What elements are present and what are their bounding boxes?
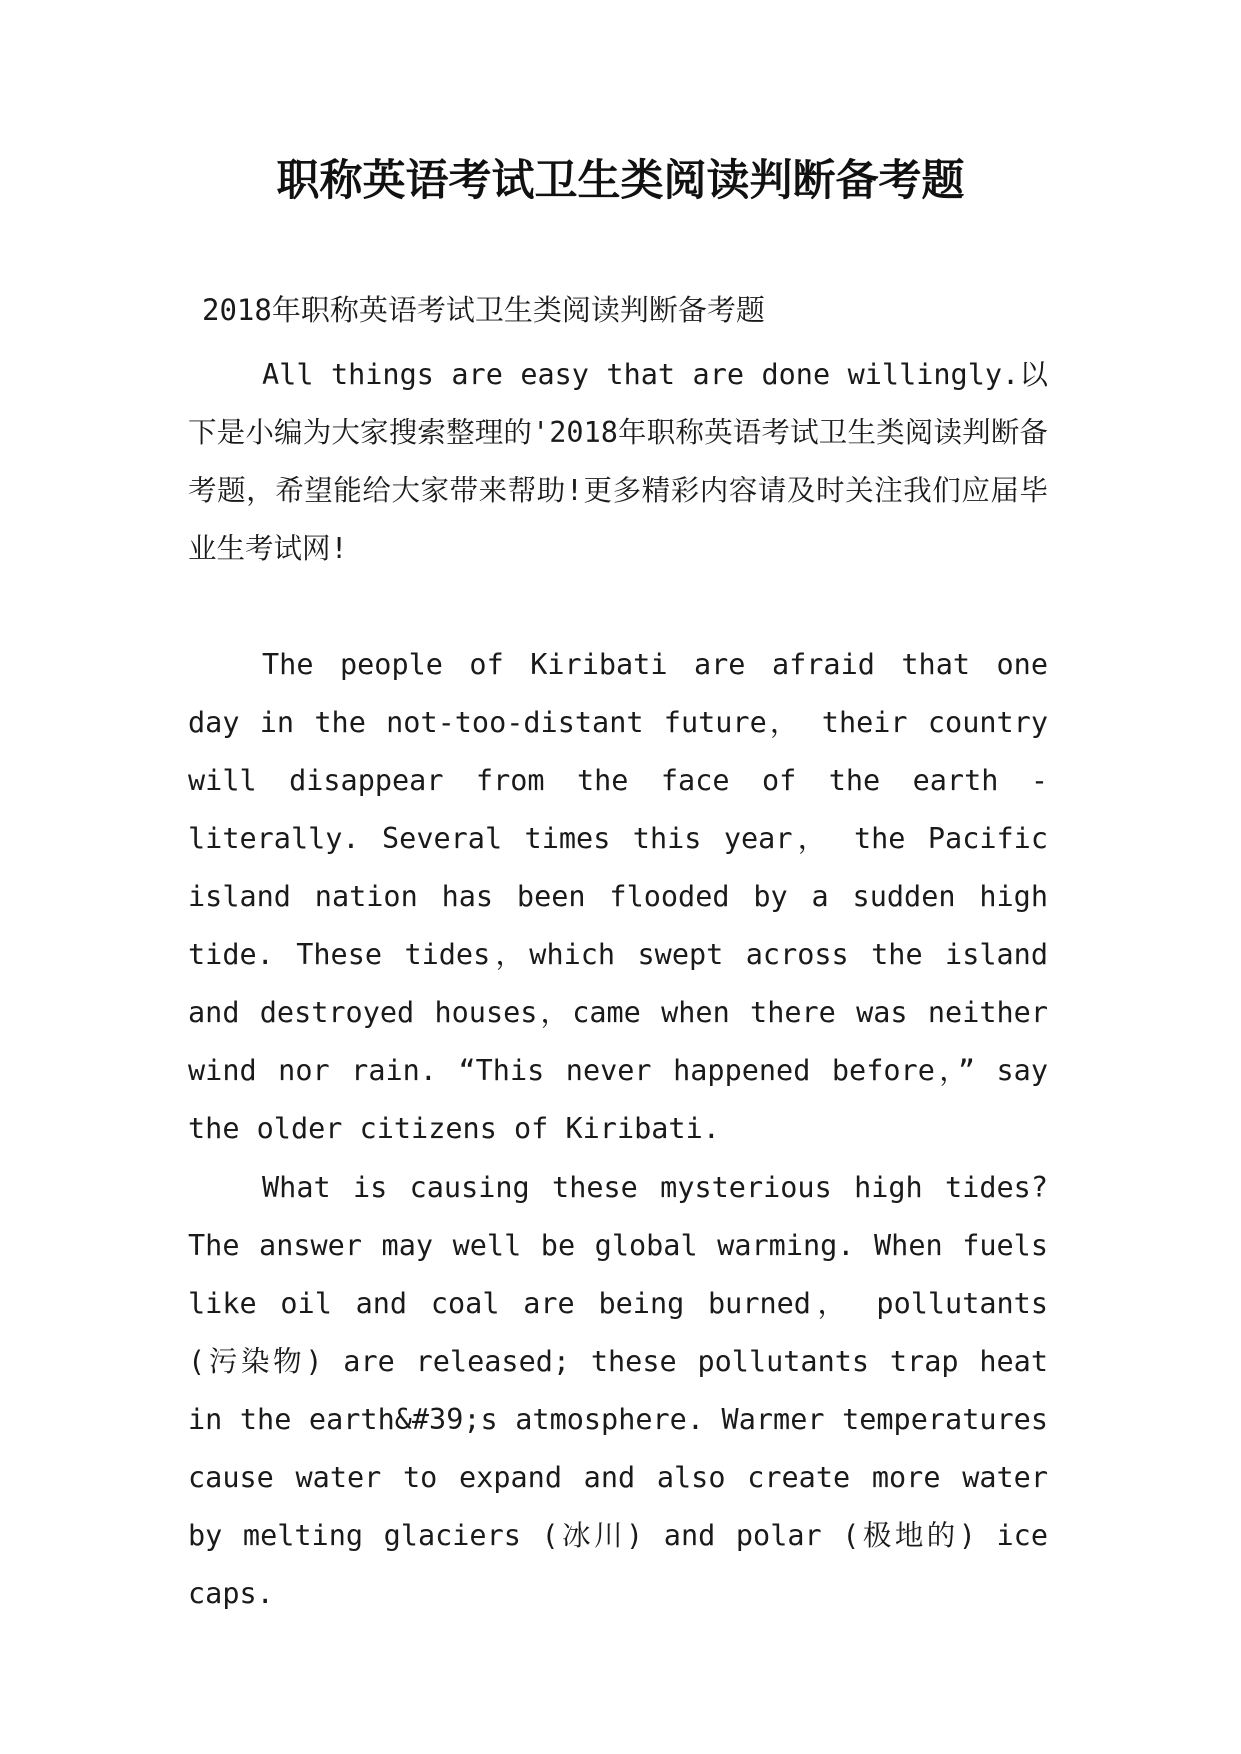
passage-paragraph-2 — [188, 1159, 1048, 1623]
document-subtitle: 2018年职称英语考试卫生类阅读判断备考题 — [202, 293, 765, 327]
intro-paragraph — [188, 346, 1048, 578]
intro-paragraph-text: All things are easy that are done willingly.以下是小编为大家搜索整理的'2018年职称英语考试卫生类阅读判断备考题，希望能给大家带来帮助!更多精彩内容请及时关注我们应届毕业生考试网! — [188, 358, 1048, 565]
document-title: 职称英语考试卫生类阅读判断备考题 — [276, 156, 965, 206]
passage-paragraph-2-text: What is causing these mysterious high tides? The answer may well be global warming. When fuels like oil and coal are being burned， pollutants (污染物) are released; these pollutants trap heat in the earth&#39;s atmosphere. Warmer temperatures cause water to expand and also create more water by melting glaciers (冰川) and polar (极地的) ice caps. — [188, 1171, 1048, 1610]
passage-paragraph-1-text: The people of Kiribati are afraid that one day in the not-too-distant future， their country will disappear from the face of the earth - literally. Several times this year， the Pacific island nation has been flooded by a sudden high tide. These tides，which swept across the island and destroyed houses，came when there was neither wind nor rain. “This never happened before，” say the older citizens of Kiribati. — [188, 648, 1048, 1145]
passage-paragraph-1 — [188, 636, 1048, 1158]
